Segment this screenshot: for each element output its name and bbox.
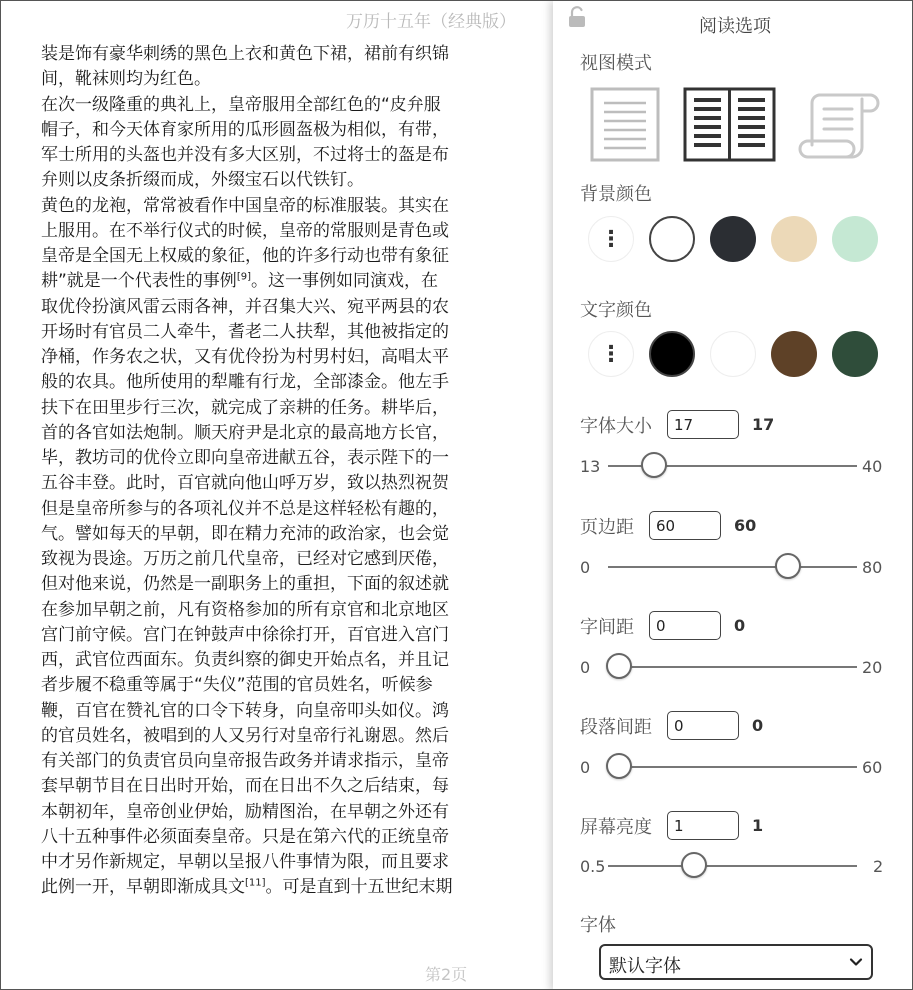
text-line bbox=[41, 547, 553, 572]
brightness-input[interactable] bbox=[667, 811, 739, 840]
text-line bbox=[41, 421, 553, 446]
text-line bbox=[41, 168, 553, 193]
chevron-down-icon bbox=[849, 955, 863, 969]
chapter-text bbox=[41, 42, 553, 901]
reading-area[interactable] bbox=[1, 1, 553, 990]
font-select-value: 默认字体 bbox=[609, 956, 681, 977]
text-line bbox=[41, 825, 553, 850]
text-line-content: 间，靴袜则均为红色。 bbox=[41, 69, 211, 90]
text-line-content: 但是皇帝所参与的各项礼仪并不总是这样轻松有趣的， bbox=[41, 498, 449, 519]
letter-spacing-max: 20 bbox=[862, 658, 883, 677]
page-margin-label: 页边距 bbox=[580, 517, 634, 538]
font-size-value: 17 bbox=[752, 415, 775, 434]
letter-spacing-input[interactable] bbox=[649, 611, 721, 640]
page-margin-max: 80 bbox=[862, 558, 883, 577]
text-line bbox=[41, 497, 553, 522]
text-line bbox=[41, 244, 553, 269]
text-line bbox=[41, 370, 553, 395]
text-line bbox=[41, 774, 553, 799]
text-line bbox=[41, 623, 553, 648]
text-line bbox=[41, 345, 553, 370]
font-label: 字体 bbox=[580, 915, 616, 936]
font-size-input[interactable] bbox=[667, 410, 739, 439]
footnote-ref-link[interactable]: [9] bbox=[236, 271, 251, 283]
text-line-content: 八十五种事件必须面奏皇帝。只是在第六代的正统皇帝 bbox=[41, 826, 449, 847]
text-color-white-swatch[interactable] bbox=[710, 331, 756, 377]
paragraph-spacing-value: 0 bbox=[752, 716, 764, 735]
text-line-content: 黄色的龙袍，常常被看作中国皇帝的标准服装。其实在 bbox=[41, 195, 449, 216]
text-line bbox=[41, 194, 553, 219]
brightness-slider-thumb[interactable] bbox=[681, 852, 707, 878]
text-line-content: 的官员姓名，被唱到的人又另行对皇帝行礼谢恩。然后 bbox=[41, 725, 449, 746]
text-line-content: 毕，教坊司的优伶立即向皇帝进献五谷，表示陛下的一 bbox=[41, 448, 449, 468]
letter-spacing-min: 0 bbox=[580, 658, 591, 677]
text-line bbox=[41, 446, 553, 471]
text-line-content: 致视为畏途。万历之前几代皇帝，已经对它感到厌倦， bbox=[41, 549, 449, 569]
two-page-view-icon[interactable] bbox=[683, 87, 777, 163]
scroll-view-icon[interactable] bbox=[798, 87, 882, 163]
panel-title: 阅读选项 bbox=[699, 16, 771, 37]
page-number: 第2页 bbox=[425, 965, 468, 984]
text-line bbox=[41, 269, 553, 294]
text-line bbox=[41, 143, 553, 168]
bg-color-white-swatch[interactable] bbox=[649, 216, 695, 262]
text-line-content: 五谷丰登。此时，百官就向他山呼万岁，致以热烈祝贺 bbox=[41, 473, 449, 494]
view-mode-label: 视图模式 bbox=[580, 53, 652, 74]
text-line-content: 此例一开，早朝即渐成具文 bbox=[41, 877, 245, 898]
page-margin-track[interactable] bbox=[608, 566, 857, 568]
text-line-content: 宫门前守候。宫门在钟鼓声中徐徐打开，百官进入宫门 bbox=[41, 624, 449, 645]
font-size-slider-thumb[interactable] bbox=[641, 452, 667, 478]
text-line bbox=[41, 749, 553, 774]
text-line bbox=[41, 396, 553, 421]
paragraph-spacing-slider-thumb[interactable] bbox=[606, 753, 632, 779]
single-page-view-icon[interactable] bbox=[590, 87, 662, 163]
text-line bbox=[41, 673, 553, 698]
brightness-max: 2 bbox=[873, 857, 884, 876]
bg-color-more-button[interactable]: ⋮ bbox=[588, 216, 634, 262]
letter-spacing-track[interactable] bbox=[608, 666, 857, 668]
text-line-content: 军士所用的头盔也并没有多大区别，不过将士的盔是布 bbox=[41, 145, 449, 165]
text-line-content: 净桶，作务农之状，又有优伶扮为村男村妇，高唱太平 bbox=[41, 347, 449, 367]
paragraph-spacing-input[interactable] bbox=[667, 711, 739, 740]
text-color-more-button[interactable]: ⋮ bbox=[588, 331, 634, 377]
text-line bbox=[41, 850, 553, 875]
book-title: 万历十五年（经典版） bbox=[346, 12, 516, 32]
bg-color-label: 背景颜色 bbox=[580, 184, 652, 205]
paragraph-spacing-max: 60 bbox=[862, 758, 883, 777]
text-line-content: 在参加早朝之前，凡有资格参加的所有京官和北京地区 bbox=[41, 599, 449, 620]
text-line-content: 。这一事例如同演戏，在 bbox=[250, 271, 438, 292]
paragraph-spacing-min: 0 bbox=[580, 758, 591, 777]
font-size-min: 13 bbox=[580, 457, 601, 476]
text-line-content: 弁则以皮条折缀而成，外缀宝石以代铁钉。 bbox=[41, 170, 364, 191]
text-color-label: 文字颜色 bbox=[580, 300, 652, 321]
text-line-content: 中才另作新规定，早朝以呈报八件事情为限，而且要求 bbox=[41, 852, 449, 872]
text-line bbox=[41, 598, 553, 623]
text-line bbox=[41, 572, 553, 597]
text-line-content: 首的各官如法炮制。顺天府尹是北京的最高地方长官， bbox=[41, 422, 449, 443]
text-line-content: 扶下在田里步行三次，就完成了亲耕的任务。耕毕后， bbox=[41, 397, 449, 418]
text-line-content: 取优伶扮演风雷云雨各神，并召集大兴、宛平两县的农 bbox=[41, 296, 449, 317]
text-line-content: 上服用。在不举行仪式的时候，皇帝的常服则是青色或 bbox=[41, 220, 449, 241]
text-line bbox=[41, 67, 553, 92]
font-size-label: 字体大小 bbox=[580, 416, 652, 437]
page-margin-min: 0 bbox=[580, 558, 591, 577]
brightness-value: 1 bbox=[752, 816, 764, 835]
bg-color-green-swatch[interactable] bbox=[832, 216, 878, 262]
text-line bbox=[41, 875, 553, 900]
page-margin-value: 60 bbox=[734, 516, 757, 535]
brightness-track[interactable] bbox=[608, 865, 857, 867]
text-line-content: 帽子，和今天体育家所用的瓜形圆盔极为相似，有带， bbox=[41, 119, 449, 140]
text-line-content: 皇帝是全国无上权威的象征，他的许多行动也带有象征 bbox=[41, 246, 449, 266]
text-line-content: 者步履不稳重等属于“失仪”范围的官员姓名，听候参 bbox=[41, 675, 433, 696]
text-line-content: 在次一级隆重的典礼上，皇帝服用全部红色的“皮弁服 bbox=[41, 94, 441, 115]
text-line bbox=[41, 648, 553, 673]
bg-color-dark-swatch[interactable] bbox=[710, 216, 756, 262]
reading-options-panel bbox=[553, 1, 913, 990]
bg-color-sepia-swatch[interactable] bbox=[771, 216, 817, 262]
font-size-max: 40 bbox=[862, 457, 883, 476]
text-line bbox=[41, 295, 553, 320]
text-line-content: 装是饰有豪华刺绣的黑色上衣和黄色下裙，裙前有织锦 bbox=[41, 44, 449, 64]
text-line-content: 有关部门的负责官员向皇帝报告政务并请求指示，皇帝 bbox=[41, 751, 449, 771]
footnote-ref-link[interactable]: [11] bbox=[245, 877, 266, 889]
text-line bbox=[41, 219, 553, 244]
text-line bbox=[41, 471, 553, 496]
text-line bbox=[41, 93, 553, 118]
brightness-label: 屏幕亮度 bbox=[580, 817, 652, 838]
page-margin-input[interactable] bbox=[649, 511, 721, 540]
text-line-content: 鞭，百官在赞礼官的口令下转身，向皇帝叩头如仪。鸿 bbox=[41, 700, 449, 721]
paragraph-spacing-track[interactable] bbox=[608, 766, 857, 768]
text-line bbox=[41, 724, 553, 749]
text-color-black-swatch[interactable] bbox=[649, 331, 695, 377]
text-line bbox=[41, 800, 553, 825]
letter-spacing-value: 0 bbox=[734, 616, 746, 635]
text-line bbox=[41, 42, 553, 67]
page-margin-slider-thumb[interactable] bbox=[775, 553, 801, 579]
text-line-content: 套早朝节目在日出时开始，而在日出不久之后结束，每 bbox=[41, 776, 449, 797]
letter-spacing-slider-thumb[interactable] bbox=[606, 653, 632, 679]
text-line bbox=[41, 522, 553, 547]
text-line bbox=[41, 320, 553, 345]
letter-spacing-label: 字间距 bbox=[580, 617, 634, 638]
text-color-brown-swatch[interactable] bbox=[771, 331, 817, 377]
text-line-content: 耕”就是一个代表性的事例 bbox=[41, 271, 237, 292]
paragraph-spacing-label: 段落间距 bbox=[580, 717, 652, 738]
unlock-icon[interactable] bbox=[565, 5, 589, 29]
text-line-content: 气。譬如每天的早朝，即在精力充沛的政治家，也会觉 bbox=[41, 523, 449, 544]
text-line-content: 但对他来说，仍然是一副职务上的重担，下面的叙述就 bbox=[41, 574, 449, 595]
text-line-content: 。可是直到十五世纪末期 bbox=[265, 877, 453, 898]
brightness-min: 0.5 bbox=[580, 857, 606, 876]
text-line-content: 西，武官位西面东。负责纠察的御史开始点名，并且记 bbox=[41, 650, 449, 670]
text-line bbox=[41, 118, 553, 143]
text-line-content: 般的农具。他所使用的犁雕有行龙，全部漆金。他左手 bbox=[41, 372, 449, 393]
text-color-green-swatch[interactable] bbox=[832, 331, 878, 377]
text-line-content: 开场时有官员二人牵牛，耆老二人扶犁，其他被指定的 bbox=[41, 321, 449, 342]
font-select[interactable] bbox=[599, 944, 873, 980]
text-line bbox=[41, 699, 553, 724]
text-line-content: 本朝初年，皇帝创业伊始，励精图治，在早朝之外还有 bbox=[41, 801, 449, 822]
